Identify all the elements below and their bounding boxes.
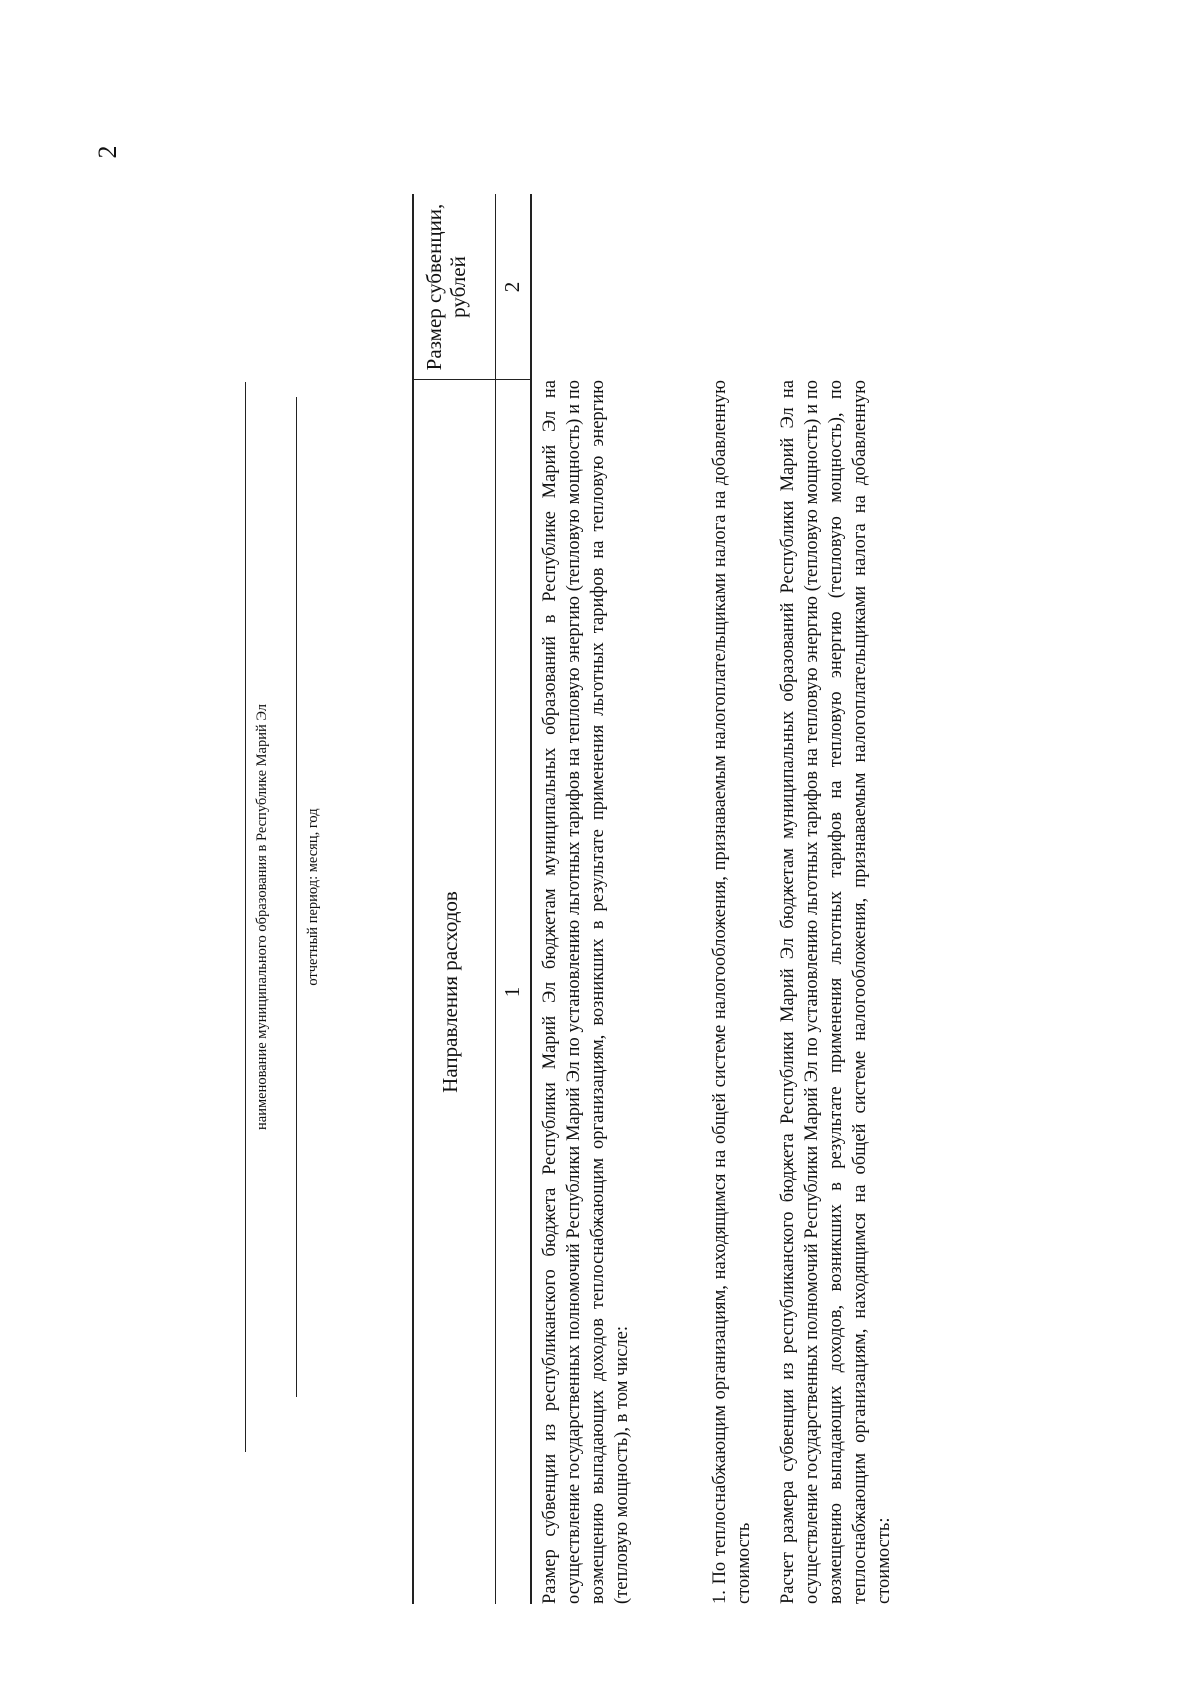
period-caption: отчетный период: месяц, год [305,808,321,986]
municipality-caption: наименование муниципального образования в Республике Марий Эл [254,704,270,1130]
page-number: 2 [93,145,122,159]
paragraph-vat-organizations: 1. По теплоснабжающим организациям, находящимся на общей системе налогообложения, признаваемым налогоплательщиками налога на добавленную стоимость [710,380,754,1604]
column-number-1: 1 [500,986,524,998]
paragraph-subvention-total: Размер субвенции из республиканского бюджета Республики Марий Эл бюджетам муниципальных образований в Республике Марий Эл на осуществление государственных полномочий Республики Марий Эл по установлению льготных тарифов на тепловую энергию (тепловую мощность) и по возмещению выпадающих доходов теплоснабжающим организациям, возникших в результате применения льготных тарифов на тепловую энергию (тепловую мощность), в том числе: [540,380,632,1604]
header-direction: Направления расходов [438,891,462,1093]
paragraph-calculation: Расчет размера субвенции из республиканского бюджета Республики Марий Эл бюджетам муниципальных образований Республики Марий Эл на осуществление государственных полномочий Республики Марий Эл по установлению льготных тарифов на тепловую энергию (тепловую мощность) и по возмещению выпадающих доходов, возникших в результате применения льготных тарифов на тепловую энергию (тепловую мощность), по теплоснабжающим организациям, находящимся на общей системе налогообложения, признаваемым налогоплательщиками налога на добавленную стоимость: [778,380,894,1604]
table-bottom-border [530,194,532,1604]
table-header-divider [495,194,496,1604]
table-top-border [412,194,414,1604]
municipality-underline [245,382,246,1452]
column-number-2: 2 [500,281,524,293]
period-underline [296,397,297,1397]
header-amount: Размер субвенции, рублей [422,203,471,371]
